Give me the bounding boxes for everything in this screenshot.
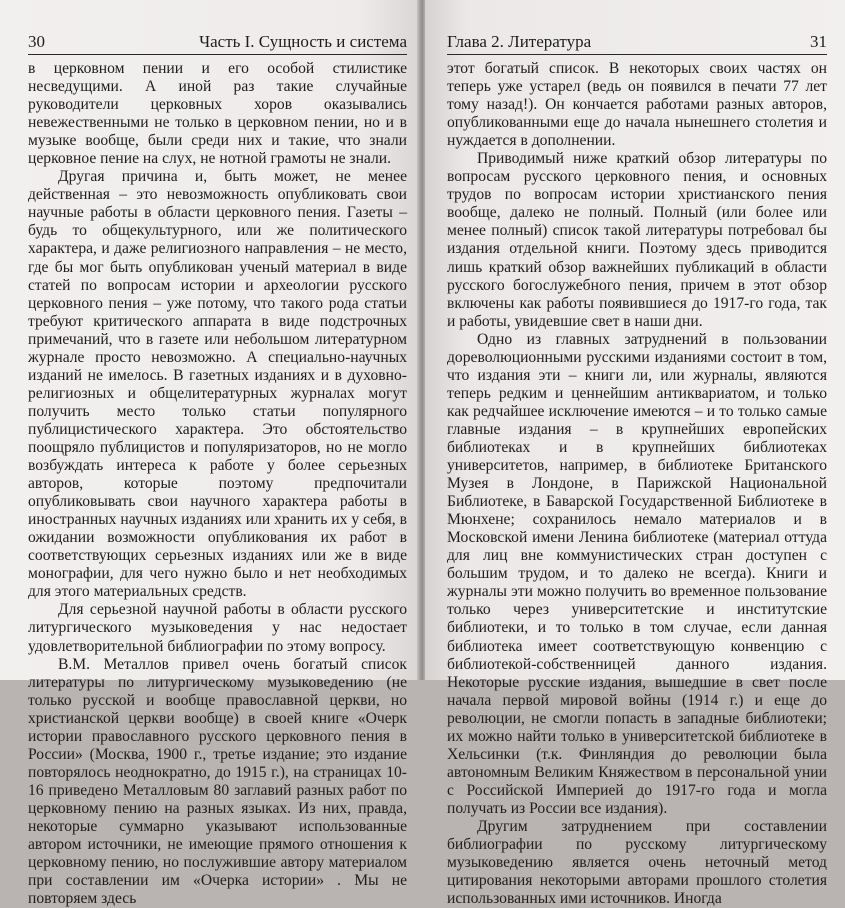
left-page-header bbox=[28, 32, 407, 55]
paragraph: Для серьезной научной работы в области русского литургического музыковедения у нас недостает удовлетворительной библиографии по этому вопросу. bbox=[28, 601, 407, 655]
left-running-head: Часть I. Сущность и система bbox=[199, 32, 407, 51]
right-page bbox=[425, 0, 845, 908]
left-page bbox=[0, 0, 421, 908]
paragraph: В.М. Металлов привел очень богатый список литературы по литургическому музыковедению (не только русской и вообще православной церкви, но христианской церкви вообще) в своей книге «Очерк истории православного русского церковного пения в России» (Москва, 1900 г., третье издание; это издание повторялось неоднократно, до 1915 г.), на страницах 10-16 приведено Металловым 80 заглавий разных работ по церковному пению на разных языках. Из них, правда, некоторые суммарно указывают использованные автором источники, не имеющие прямого отношения к церковному пению, но послужившие автору материалом при составлении им «Очерка истории» . Мы не повторяем здесь bbox=[28, 655, 407, 908]
right-page-number: 31 bbox=[810, 32, 827, 51]
paragraph: Другим затруднением при составлении библиографии по русскому литургическому музыковедению является очень неточный метод цитирования некоторыми авторами прошлого столетия использованных ими источников. Иногда bbox=[447, 817, 827, 908]
paragraph: в церковном пении и его особой стилистике несведущими. А иной раз такие случайные руководители церковных хоров оказывались невежественными не только в церковном пении, но и в музыке вообще, были среди них и такие, что знали церковное пение на слух, не нотной грамоты не знали. bbox=[28, 60, 407, 168]
left-page-number: 30 bbox=[28, 32, 45, 51]
paragraph: Другая причина и, быть может, не менее действенная – это невозможность опубликовать свои научные работы в области церковного пения. Газеты – будь то общекультурного, или же политического характера, и даже религиозного направления – не место, где бы мог быть опубликован ученый материал в виде статей по вопросам истории и археологии русского церковного пения – уже потому, что такого рода статьи требуют критического аппарата в виде подстрочных примечаний, что в газете или небольшом литературном журнале просто невозможно. А специально-научных изданий не имелось. В газетных изданиях и в духовно-религиозных и общелитературных журналах могут получить место только статьи популярного публицистического характера. Это обстоятельство поощряло публицистов и популяризаторов, но не могло возбуждать интереса к работе у более серьезных авторов, которые поэтому предпочитали опубликовывать свои научного характера работы в иностранных научных изданиях или хранить их у себя, в ожидании возможности опубликования их работ в соответствующих серьезных изданиях или же в виде монографии, для чего нужно было и нет необходимых для этого материальных средств. bbox=[28, 168, 407, 601]
paragraph: Приводимый ниже краткий обзор литературы по вопросам русского церковного пения, и основных трудов по вопросам истории христианского пения вообще, далеко не полный. Полный (или более или менее полный) список такой литературы потребовал бы издания отдельной книги. Поэтому здесь приводится лишь краткий обзор важнейших публикаций в области русского богослужебного пения, причем в этот обзор включены как работы появившиеся до 1917-го года, так и работы, увидевшие свет в наши дни. bbox=[447, 150, 827, 330]
left-page-body bbox=[28, 60, 407, 908]
right-page-body bbox=[447, 60, 827, 908]
right-running-head: Глава 2. Литература bbox=[447, 32, 592, 51]
right-page-header bbox=[447, 32, 827, 55]
paragraph: Одно из главных затруднений в пользовании дореволюционными русскими изданиями состоит в том, что издания эти – книги ли, или журналы, являются теперь редким и ценнейшим антиквариатом, и только как редчайшее исключение имеются – и то только самые главные издания – в крупнейших европейских библиотеках и в крупнейших библиотеках университетов, например, в библиотеке Британского Музея в Лондоне, в Парижской Национальной Библиотеке, в Баварской Государственной Библиотеке в Мюнхене; сохранилось немало материалов и в Московской имени Ленина библиотеке (материал оттуда для лиц вне коммунистических стран доступен с большим трудом, и то далеко не всегда). Книги и журналы эти можно получить во временное пользование только через университетские и институтские библиотеки, и то только в том случае, если данная библиотека имеет соответствующую конвенцию с библиотекой-собственницей данного издания. Некоторые русские издания, вышедшие в свет после начала первой мировой войны (1914 г.) и еще до революции, не смогли попасть в западные библиотеки; их можно найти только в университетской библиотеке в Хельсинки (т.к. Финляндия до революции была автономным Великим Княжеством в персональной унии с Российской Империей до 1917-го года и могла получать из России все издания). bbox=[447, 330, 827, 817]
paragraph: этот богатый список. В некоторых своих частях он теперь уже устарел (ведь он появился в печати 77 лет тому назад!). Он кончается работами разных авторов, опубликованными еще до начала нынешнего столетия и нуждается в дополнении. bbox=[447, 60, 827, 150]
